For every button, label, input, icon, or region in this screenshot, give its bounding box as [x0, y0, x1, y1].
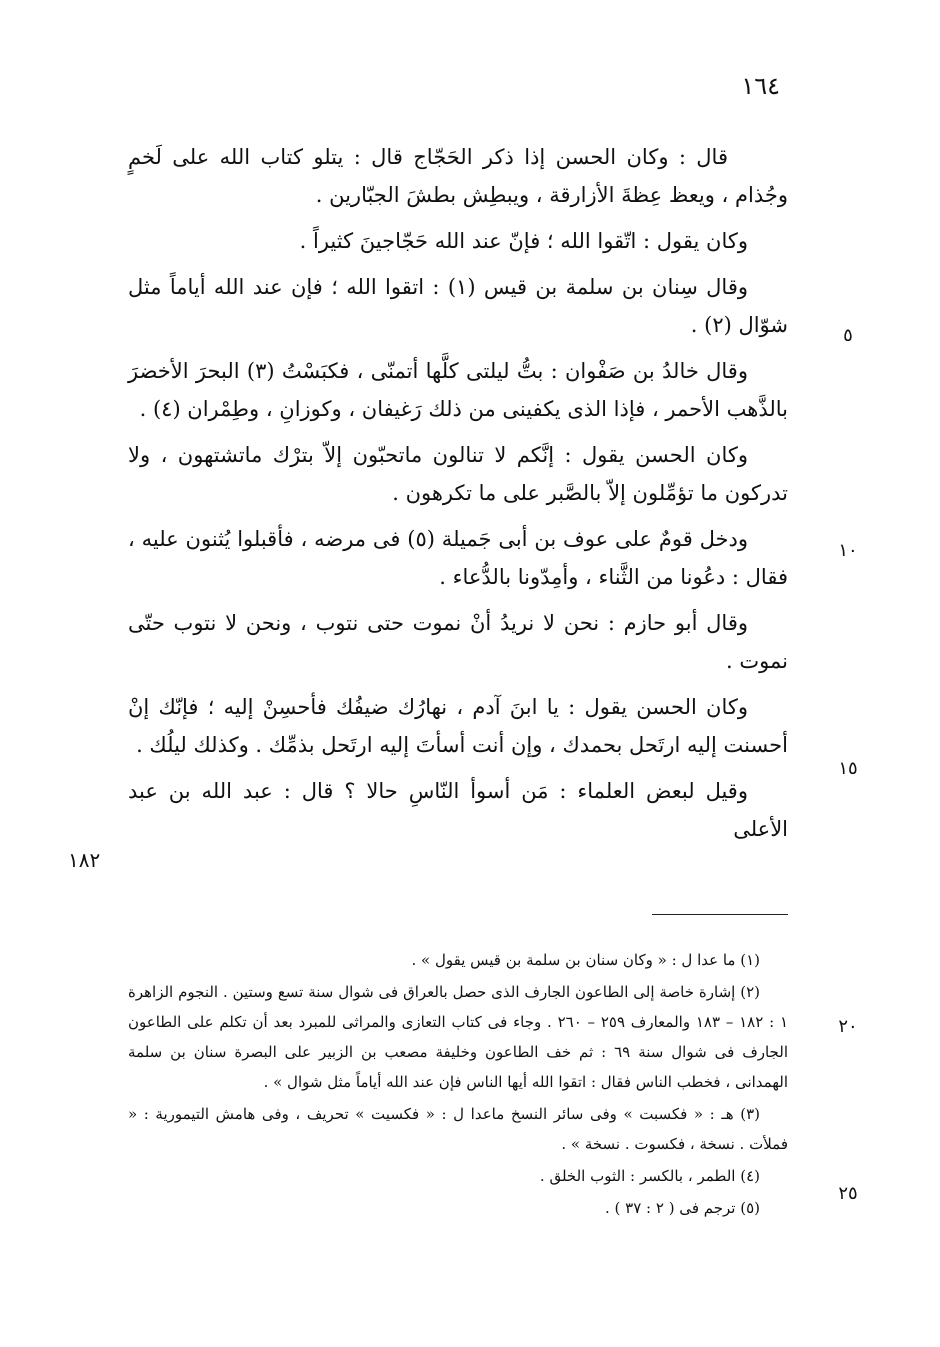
paragraph: وكان يقول : اتّقوا الله ؛ فإنّ عند الله حَجّاجينَ كثيراً . — [299, 229, 748, 253]
footnote: (٣) هـ : « فكسبت » وفى سائر النسخ ماعدا ل : « فكسيت » تحريف ، وفى هامش التيمورية : « فملأت . نسخة ، فكسوت . نسخة » . — [128, 1105, 788, 1153]
paragraph: وقال سِنان بن سلمة بن قيس (١) : اتقوا الله ؛ فإن عند الله أياماً مثل شوّال (٢) . — [128, 275, 788, 337]
main-text — [128, 138, 788, 856]
footnote: (٢) إشارة خاصة إلى الطاعون الجارف الذى حصل بالعراق فى شوال سنة تسع وستين . النجوم الزاهرة ١ : ١٨٢ – ١٨٣ والمعارف ٢٥٩ – ٢٦٠ . وجاء فى كتاب التعازى والمراثى للمبرد بعد أن تكلم على الطاعون الجارف فى شوال سنة ٦٩ : ثم خف الطاعون وخليفة مصعب بن الزبير على البصرة سنان بن سلمة الهمدانى ، فخطب الناس فقال : اتقوا الله أيها الناس فإن عند الله أياماً مثل شوال » . — [128, 983, 788, 1091]
paragraph: وقال أبو حازم : نحن لا نريدُ أنْ نموت حتى نتوب ، ونحن لا نتوب حتّى نموت . — [128, 611, 788, 673]
footnote: (٥) ترجم فى ( ٢ : ٣٧ ) . — [604, 1199, 760, 1217]
paragraph: وكان الحسن يقول : إنَّكم لا تنالون ماتحبّون إلاّ بترْك ماتشتهون ، ولا تدركون ما تؤمِّلون إلاّ بالصَّبر على ما تكرهون . — [128, 443, 788, 505]
line-number: ٥ — [843, 325, 853, 346]
paragraph: ودخل قومٌ على عوف بن أبى جَميلة (٥) فى مرضه ، فأقبلوا يُثنون عليه ، فقال : دعُونا من الثَّناء ، وأمِدّونا بالدُّعاء . — [128, 527, 788, 589]
footnote: (١) ما عدا ل : « وكان سنان بن سلمة بن قيس يقول » . — [411, 951, 760, 969]
line-number: ٢٥ — [838, 1183, 858, 1204]
footnote: (٤) الطمر ، بالكسر : الثوب الخلق . — [539, 1167, 760, 1185]
footnote-separator — [652, 914, 788, 915]
footnotes — [128, 945, 788, 1225]
margin-reference: ١٨٢ — [68, 848, 101, 872]
paragraph: قال : وكان الحسن إذا ذكر الحَجّاج قال : يتلو كتاب الله على لَخمٍ وجُذام ، ويعظ عِظةَ الأزارقة ، ويبطِش بطشَ الجبّارين . — [128, 145, 788, 207]
paragraph: وكان الحسن يقول : يا ابنَ آدم ، نهارُك ضيفُك فأحسِنْ إليه ؛ فإنّك إنْ أحسنت إليه ارتَحل بحمدك ، وإن أنت أسأتَ إليه ارتَحل بذمِّك . وكذلك ليلُك . — [128, 695, 788, 757]
line-number: ١٥ — [838, 758, 858, 779]
paragraph: وقيل لبعض العلماء : مَن أسوأ النّاسِ حالا ؟ قال : عبد الله بن عبد الأعلى — [128, 779, 788, 841]
page-number: ١٦٤ — [741, 72, 780, 100]
line-number: ٢٠ — [838, 1016, 858, 1037]
paragraph: وقال خالدُ بن صَفْوان : بتُّ ليلتى كلَّها أتمنّى ، فكبَسْتُ (٣) البحرَ الأخضرَ بالذَّهب الأحمر ، فإذا الذى يكفينى من ذلك رَغيفان ، وكوزانِ ، وطِمْران (٤) . — [128, 359, 788, 421]
line-number: ١٠ — [838, 540, 858, 561]
